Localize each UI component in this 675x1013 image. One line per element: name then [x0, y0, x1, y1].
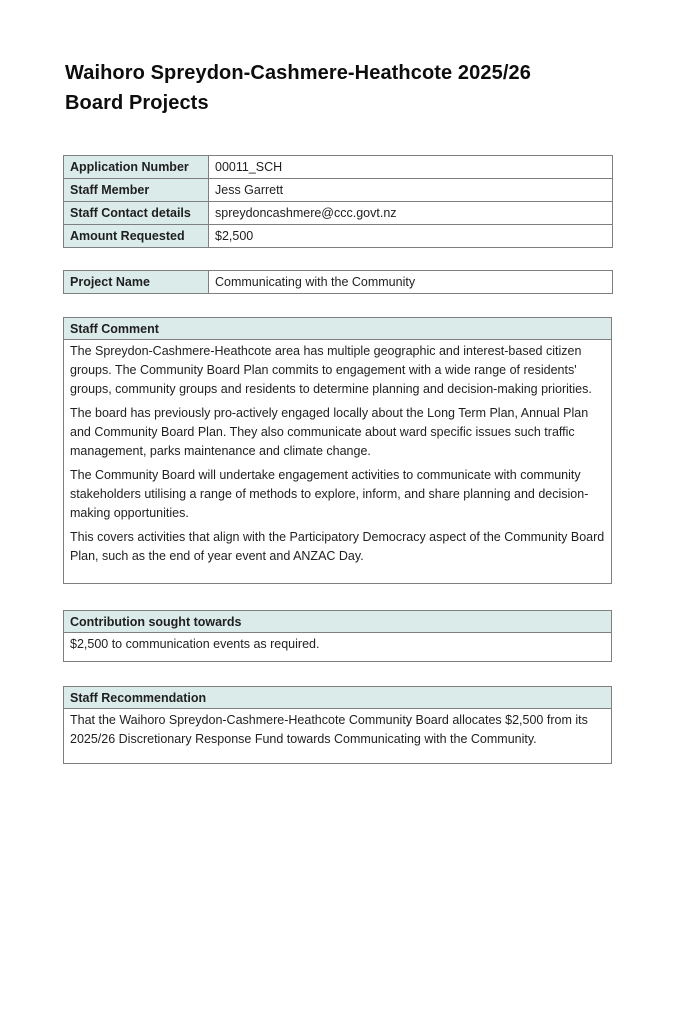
row-label: Project Name [64, 271, 209, 294]
row-label: Staff Contact details [64, 202, 209, 225]
row-label: Application Number [64, 156, 209, 179]
row-value: $2,500 [209, 225, 613, 248]
contribution-body [64, 633, 611, 661]
table-row [64, 179, 613, 202]
row-value: 00011_SCH [209, 156, 613, 179]
staff-comment-heading: Staff Comment [64, 318, 611, 340]
staff-comment-paragraph: This covers activities that align with the Participatory Democracy aspect of the Community Board Plan, such as the end of year event and ANZAC Day. [70, 530, 605, 563]
staff-comment-body [64, 340, 611, 583]
contribution-text: $2,500 to communication events as required. [70, 637, 320, 651]
document-page [0, 58, 675, 1013]
staff-recommendation-heading: Staff Recommendation [64, 687, 611, 709]
table-row [64, 225, 613, 248]
page-title: Waihoro Spreydon-Cashmere-Heathcote 2025/26 Board Projects [65, 62, 531, 114]
contribution-heading: Contribution sought towards [64, 611, 611, 633]
document-content [63, 58, 612, 764]
staff-recommendation-text: That the Waihoro Spreydon-Cashmere-Heathcote Community Board allocates $2,500 from its 2025/26 Discretionary Response Fund towards Communicating with the Community. [70, 713, 588, 746]
application-details-table [63, 155, 613, 248]
staff-comment-paragraph: The Community Board will undertake engagement activities to communicate with community stakeholders utilising a range of methods to explore, inform, and share planning and decision-making opportunities. [70, 468, 589, 520]
staff-comment-section [63, 317, 612, 584]
table-row [64, 271, 613, 294]
staff-comment-paragraph: The Spreydon-Cashmere-Heathcote area has multiple geographic and interest-based citizen groups. The Community Board Plan commits to engagement with a wide range of residents' groups, community groups and residents to determine planning and decision-making priorities. [70, 344, 592, 396]
staff-comment-paragraph: The board has previously pro-actively engaged locally about the Long Term Plan, Annual Plan and Community Board Plan. They also communicate about ward specific issues such traffic management, parks maintenance and climate change. [70, 406, 589, 458]
staff-recommendation-body [64, 709, 611, 763]
row-label: Staff Member [64, 179, 209, 202]
row-value: Communicating with the Community [209, 271, 613, 294]
project-name-table [63, 270, 613, 294]
table-row [64, 156, 613, 179]
row-value: Jess Garrett [209, 179, 613, 202]
staff-recommendation-section [63, 686, 612, 764]
contribution-section [63, 610, 612, 662]
table-row [64, 202, 613, 225]
row-value: spreydoncashmere@ccc.govt.nz [209, 202, 613, 225]
row-label: Amount Requested [64, 225, 209, 248]
